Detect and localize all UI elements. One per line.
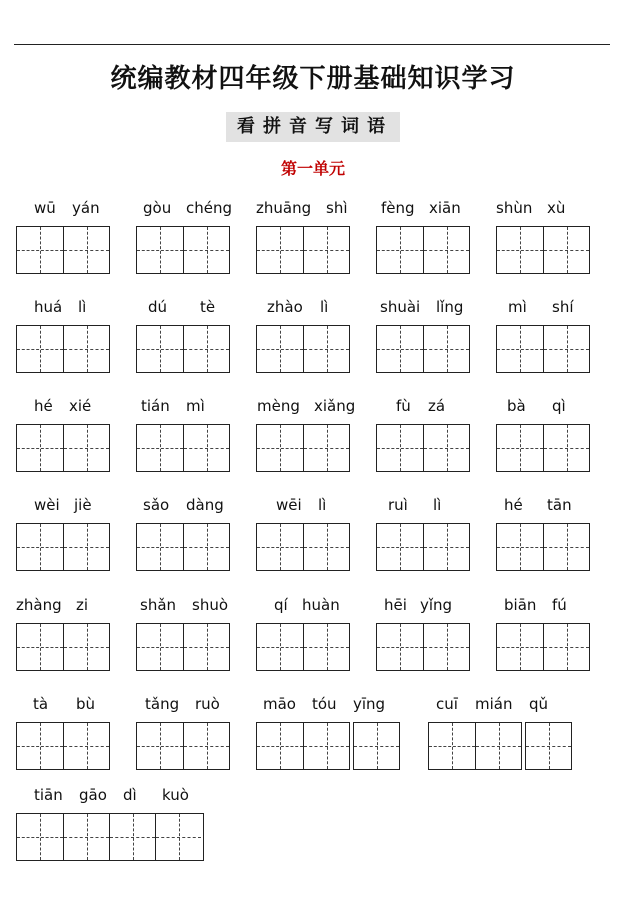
pinyin-syllable: biān	[504, 596, 537, 614]
writing-cell[interactable]	[303, 624, 349, 670]
pinyin-syllable: lì	[320, 298, 329, 316]
word-row	[0, 396, 626, 496]
word-item	[496, 495, 590, 585]
writing-cell[interactable]	[63, 814, 109, 860]
writing-cell[interactable]	[17, 326, 63, 372]
writing-grid[interactable]	[376, 325, 470, 373]
writing-grid[interactable]	[256, 226, 350, 274]
section-heading: 看拼音写词语	[226, 112, 400, 142]
pinyin-syllable: hé	[504, 496, 523, 514]
word-item	[16, 694, 110, 784]
word-item	[256, 595, 350, 685]
pinyin-syllable: wū	[34, 199, 56, 217]
writing-cell[interactable]	[17, 814, 63, 860]
writing-cell[interactable]	[17, 624, 63, 670]
writing-grid[interactable]	[496, 325, 590, 373]
writing-cell[interactable]	[183, 624, 229, 670]
word-item	[428, 694, 572, 784]
writing-cell[interactable]	[63, 326, 109, 372]
word-item	[136, 396, 230, 486]
word-item	[376, 495, 470, 585]
writing-grid[interactable]	[16, 523, 110, 571]
writing-grid[interactable]	[496, 226, 590, 274]
writing-cell[interactable]	[17, 227, 63, 273]
pinyin-syllable: tān	[547, 496, 572, 514]
writing-cell[interactable]	[257, 227, 303, 273]
writing-grid[interactable]	[376, 623, 470, 671]
writing-cell[interactable]	[497, 624, 543, 670]
writing-cell[interactable]	[429, 723, 475, 769]
pinyin-syllable: huàn	[302, 596, 340, 614]
writing-grid[interactable]	[16, 424, 110, 472]
writing-cell[interactable]	[63, 624, 109, 670]
writing-cell[interactable]	[497, 227, 543, 273]
word-item	[136, 694, 230, 784]
word-item	[256, 297, 350, 387]
pinyin-syllable: sǎo	[143, 496, 170, 514]
pinyin-syllable: qí	[274, 596, 288, 614]
writing-grid[interactable]	[16, 226, 110, 274]
writing-cell[interactable]	[257, 326, 303, 372]
pinyin-syllable: shuò	[192, 596, 229, 614]
writing-cell[interactable]	[543, 624, 589, 670]
word-item	[16, 595, 110, 685]
unit-heading: 第一单元	[280, 159, 345, 178]
writing-cell[interactable]	[423, 624, 469, 670]
writing-cell[interactable]	[543, 425, 589, 471]
writing-cell[interactable]	[137, 624, 183, 670]
writing-grid[interactable]	[353, 722, 400, 770]
writing-grid[interactable]	[496, 424, 590, 472]
pinyin-syllable: wèi	[34, 496, 60, 514]
writing-grid[interactable]	[496, 523, 590, 571]
writing-cell[interactable]	[137, 326, 183, 372]
pinyin-syllable: shuài	[380, 298, 421, 316]
pinyin-syllable: yǐng	[420, 596, 453, 614]
writing-cell[interactable]	[423, 425, 469, 471]
pinyin-syllable: huá	[34, 298, 63, 316]
pinyin-syllable: chéng	[186, 199, 233, 217]
pinyin-syllable: fú	[552, 596, 567, 614]
pinyin-syllable: zhàng	[16, 596, 62, 614]
pinyin-syllable: mì	[508, 298, 527, 316]
writing-cell[interactable]	[303, 723, 349, 769]
word-item	[496, 198, 590, 288]
writing-grid[interactable]	[256, 325, 350, 373]
word-item	[376, 297, 470, 387]
writing-cell[interactable]	[137, 227, 183, 273]
word-row	[0, 297, 626, 397]
word-row	[0, 495, 626, 595]
writing-cell[interactable]	[423, 326, 469, 372]
pinyin-syllable: ruò	[195, 695, 220, 713]
pinyin-syllable: zá	[428, 397, 446, 415]
pinyin-syllable: dú	[148, 298, 168, 316]
writing-cell[interactable]	[377, 227, 423, 273]
writing-grid[interactable]	[136, 325, 230, 373]
writing-grid[interactable]	[256, 722, 350, 770]
writing-cell[interactable]	[377, 326, 423, 372]
pinyin-syllable: xù	[547, 199, 566, 217]
writing-cell[interactable]	[354, 723, 399, 769]
word-item	[16, 396, 110, 486]
pinyin-syllable: dàng	[186, 496, 224, 514]
pinyin-syllable: gāo	[79, 786, 107, 804]
writing-grid[interactable]	[136, 523, 230, 571]
pinyin-syllable: yīng	[353, 695, 386, 713]
word-item	[136, 198, 233, 288]
word-item	[496, 595, 590, 685]
writing-cell[interactable]	[423, 227, 469, 273]
pinyin-syllable: mèng	[257, 397, 300, 415]
pinyin-syllable: mián	[475, 695, 513, 713]
pinyin-syllable: shùn	[496, 199, 533, 217]
writing-cell[interactable]	[303, 425, 349, 471]
writing-cell[interactable]	[303, 326, 349, 372]
writing-cell[interactable]	[183, 425, 229, 471]
word-item	[136, 297, 230, 387]
writing-cell[interactable]	[63, 723, 109, 769]
writing-grid[interactable]	[136, 424, 230, 472]
writing-grid[interactable]	[376, 424, 470, 472]
writing-grid[interactable]	[525, 722, 572, 770]
word-item	[16, 785, 204, 875]
pinyin-syllable: shí	[552, 298, 574, 316]
writing-cell[interactable]	[543, 524, 589, 570]
pinyin-syllable: zi	[76, 596, 89, 614]
pinyin-syllable: tóu	[312, 695, 337, 713]
writing-grid[interactable]	[16, 722, 110, 770]
pinyin-syllable: bà	[507, 397, 526, 415]
pinyin-syllable: qǔ	[529, 695, 549, 713]
writing-grid[interactable]	[136, 226, 230, 274]
pinyin-syllable: xié	[69, 397, 92, 415]
word-item	[16, 198, 110, 288]
writing-cell[interactable]	[257, 425, 303, 471]
writing-cell[interactable]	[303, 524, 349, 570]
pinyin-syllable: qì	[552, 397, 566, 415]
pinyin-syllable: fù	[396, 397, 411, 415]
word-item	[16, 495, 110, 585]
pinyin-syllable: tà	[33, 695, 49, 713]
word-row	[0, 785, 626, 885]
writing-grid[interactable]	[256, 523, 350, 571]
writing-grid[interactable]	[16, 623, 110, 671]
writing-cell[interactable]	[526, 723, 571, 769]
word-item	[496, 396, 590, 486]
pinyin-syllable: xiǎng	[314, 397, 356, 415]
pinyin-syllable: tè	[200, 298, 216, 316]
writing-cell[interactable]	[183, 326, 229, 372]
word-item	[16, 297, 110, 387]
writing-grid[interactable]	[428, 722, 522, 770]
writing-cell[interactable]	[377, 425, 423, 471]
writing-cell[interactable]	[377, 624, 423, 670]
writing-cell[interactable]	[137, 723, 183, 769]
writing-cell[interactable]	[63, 524, 109, 570]
word-row	[0, 198, 626, 298]
writing-cell[interactable]	[475, 723, 521, 769]
pinyin-syllable: hé	[34, 397, 53, 415]
pinyin-syllable: gòu	[143, 199, 172, 217]
pinyin-syllable: wēi	[276, 496, 302, 514]
writing-cell[interactable]	[377, 524, 423, 570]
pinyin-syllable: tiān	[34, 786, 63, 804]
writing-cell[interactable]	[497, 425, 543, 471]
pinyin-syllable: kuò	[162, 786, 189, 804]
writing-cell[interactable]	[257, 723, 303, 769]
writing-cell[interactable]	[183, 524, 229, 570]
pinyin-syllable: zhuāng	[256, 199, 312, 217]
pinyin-syllable: māo	[263, 695, 296, 713]
word-item	[376, 396, 470, 486]
writing-cell[interactable]	[183, 227, 229, 273]
writing-cell[interactable]	[543, 227, 589, 273]
writing-grid[interactable]	[16, 325, 110, 373]
writing-grid[interactable]	[256, 424, 350, 472]
writing-cell[interactable]	[109, 814, 155, 860]
pinyin-syllable: cuī	[436, 695, 458, 713]
pinyin-syllable: ruì	[388, 496, 408, 514]
pinyin-syllable: zhào	[267, 298, 303, 316]
pinyin-syllable: lǐng	[436, 298, 464, 316]
writing-cell[interactable]	[17, 723, 63, 769]
writing-cell[interactable]	[543, 326, 589, 372]
pinyin-syllable: dì	[123, 786, 137, 804]
pinyin-syllable: lì	[318, 496, 327, 514]
pinyin-syllable: shǎn	[140, 596, 177, 614]
word-item	[136, 595, 230, 685]
pinyin-syllable: tián	[141, 397, 170, 415]
word-item	[256, 694, 400, 784]
pinyin-syllable: yán	[72, 199, 100, 217]
writing-cell[interactable]	[155, 814, 201, 860]
word-row	[0, 595, 626, 695]
writing-cell[interactable]	[497, 326, 543, 372]
pinyin-syllable: bù	[76, 695, 96, 713]
word-item	[496, 297, 590, 387]
writing-cell[interactable]	[17, 524, 63, 570]
writing-cell[interactable]	[183, 723, 229, 769]
writing-grid[interactable]	[496, 623, 590, 671]
writing-cell[interactable]	[137, 524, 183, 570]
word-row	[0, 694, 626, 794]
word-item	[256, 495, 350, 585]
pinyin-syllable: mì	[186, 397, 205, 415]
writing-cell[interactable]	[63, 425, 109, 471]
writing-grid[interactable]	[16, 813, 204, 861]
writing-grid[interactable]	[256, 623, 350, 671]
writing-grid[interactable]	[136, 722, 230, 770]
word-item	[256, 396, 356, 486]
pinyin-syllable: lì	[433, 496, 442, 514]
writing-cell[interactable]	[497, 524, 543, 570]
word-item	[256, 198, 350, 288]
page-title: 统编教材四年级下册基础知识学习	[110, 64, 516, 94]
pinyin-syllable: lì	[78, 298, 87, 316]
word-item	[376, 595, 470, 685]
word-item	[376, 198, 470, 288]
top-rule	[14, 44, 610, 45]
writing-cell[interactable]	[303, 227, 349, 273]
writing-cell[interactable]	[257, 524, 303, 570]
writing-cell[interactable]	[137, 425, 183, 471]
pinyin-syllable: shì	[326, 199, 348, 217]
writing-grid[interactable]	[376, 226, 470, 274]
writing-grid[interactable]	[136, 623, 230, 671]
pinyin-syllable: tǎng	[145, 695, 180, 713]
pinyin-syllable: xiān	[429, 199, 461, 217]
writing-cell[interactable]	[257, 624, 303, 670]
pinyin-syllable: fèng	[381, 199, 415, 217]
writing-cell[interactable]	[423, 524, 469, 570]
writing-cell[interactable]	[63, 227, 109, 273]
writing-cell[interactable]	[17, 425, 63, 471]
word-item	[136, 495, 230, 585]
writing-grid[interactable]	[376, 523, 470, 571]
pinyin-syllable: hēi	[384, 596, 407, 614]
pinyin-syllable: jiè	[74, 496, 92, 514]
